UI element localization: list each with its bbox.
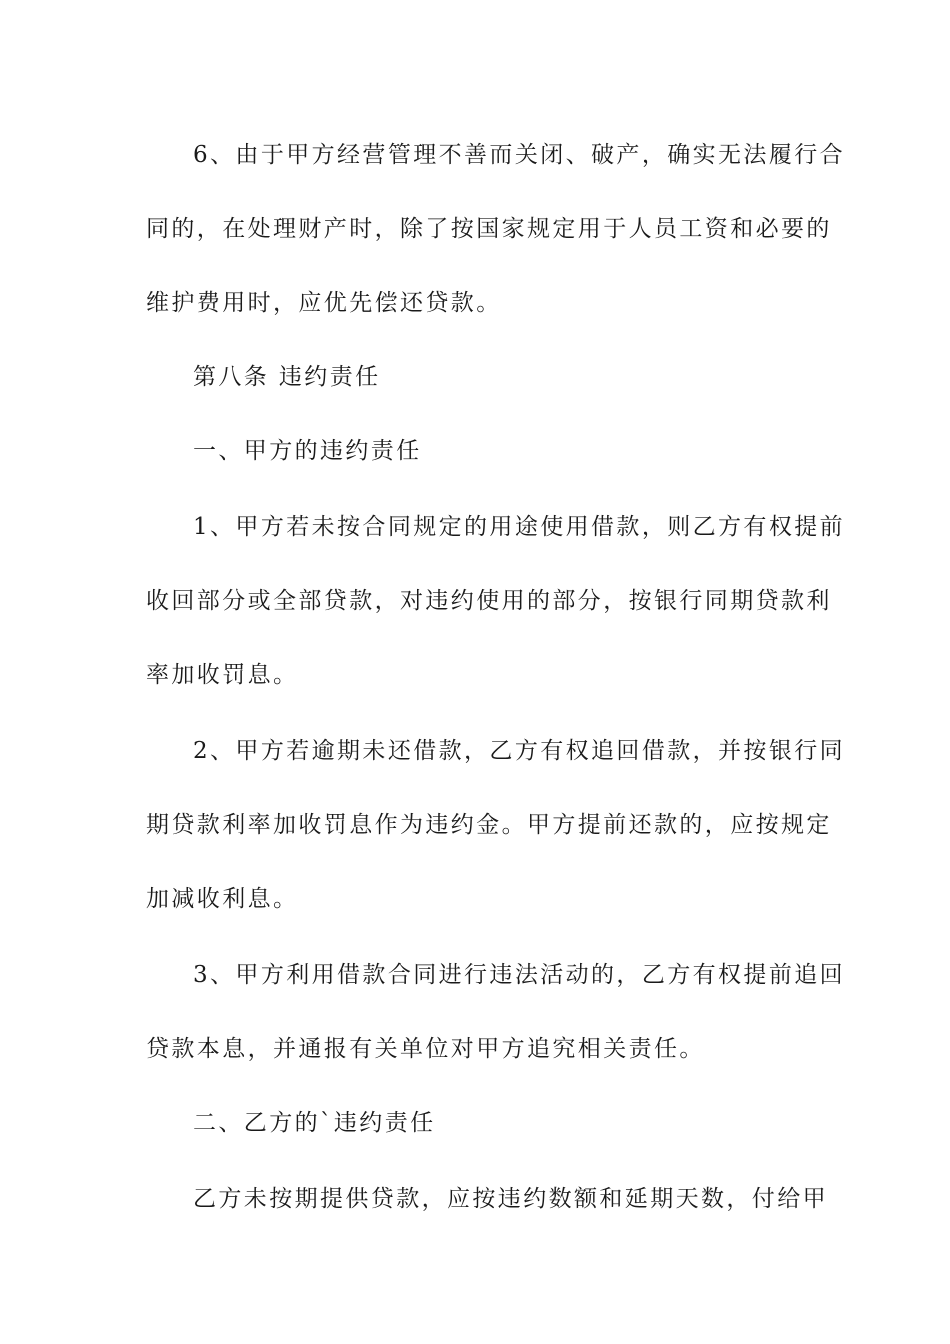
subsection-heading: 一、甲方的违约责任 <box>193 438 422 464</box>
paragraph-line: 乙方未按期提供贷款，应按违约数额和延期天数，付给甲 <box>193 1186 828 1212</box>
paragraph-line: 贷款本息，并通报有关单位对甲方追究相关责任。 <box>146 1036 705 1062</box>
paragraph-line: 收回部分或全部贷款，对违约使用的部分，按银行同期贷款利 <box>146 588 832 614</box>
paragraph-line: 同的，在处理财产时，除了按国家规定用于人员工资和必要的 <box>146 216 832 242</box>
paragraph-line: 率加收罚息。 <box>146 662 299 688</box>
paragraph-line: 加减收利息。 <box>146 886 299 912</box>
paragraph-line: 3、甲方利用借款合同进行违法活动的，乙方有权提前追回 <box>193 962 846 988</box>
paragraph-line: 1、甲方若未按合同规定的用途使用借款，则乙方有权提前 <box>193 514 846 540</box>
paragraph-line: 维护费用时，应优先偿还贷款。 <box>146 290 502 316</box>
paragraph-line: 期贷款利率加收罚息作为违约金。甲方提前还款的，应按规定 <box>146 812 832 838</box>
subsection-heading: 二、乙方的`违约责任 <box>193 1110 436 1136</box>
section-heading: 第八条 违约责任 <box>193 364 381 390</box>
paragraph-line: 6、由于甲方经营管理不善而关闭、破产，确实无法履行合 <box>193 142 846 168</box>
paragraph-line: 2、甲方若逾期未还借款，乙方有权追回借款，并按银行同 <box>193 738 846 764</box>
